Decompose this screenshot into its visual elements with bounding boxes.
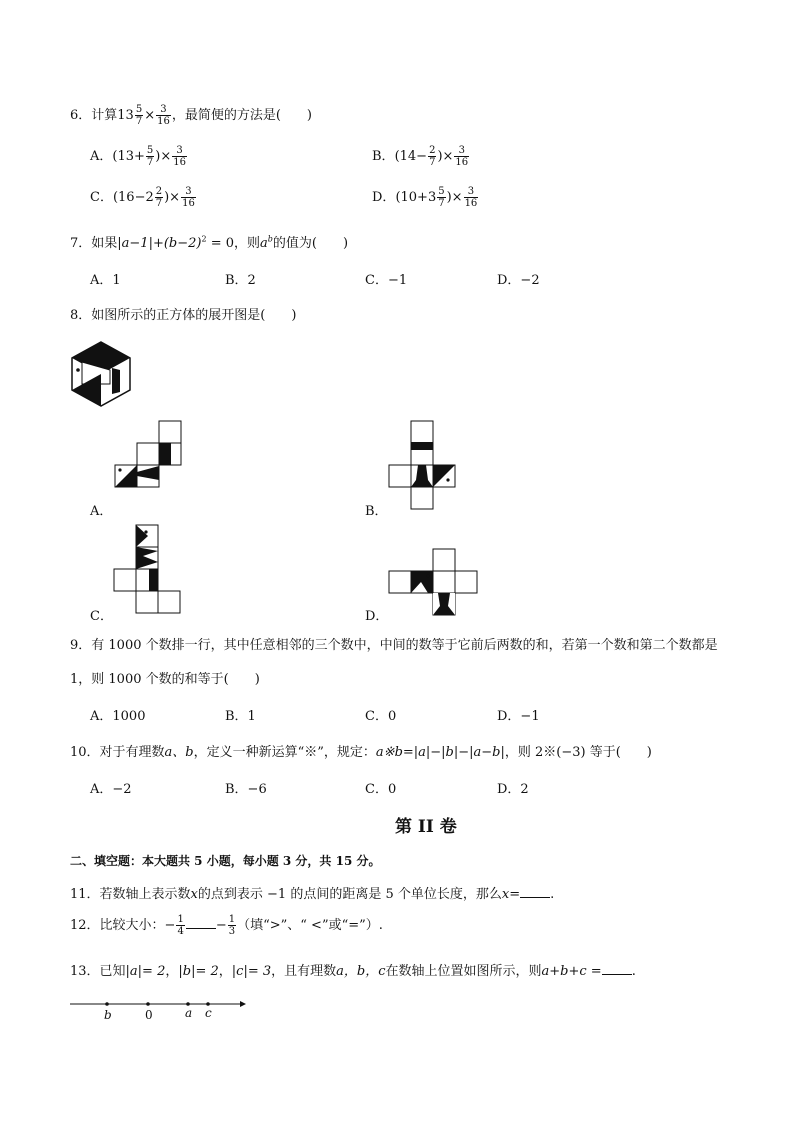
q8-stem: 8．如图所示的正方体的展开图是( )	[70, 308, 297, 323]
q7-stem: 7．如果$|a-1|+(b-2)^2 = 0$，则$a^b$的值为( )	[70, 234, 349, 251]
net-option-b	[388, 420, 458, 512]
net-option-a	[114, 420, 184, 490]
q9-option-c[interactable]: C．0	[365, 709, 397, 724]
q7-option-b[interactable]: B．2	[225, 273, 256, 288]
q10-option-c[interactable]: C．0	[365, 782, 397, 797]
q10-option-d[interactable]: D．2	[497, 782, 529, 797]
number-line	[70, 996, 250, 1026]
q10-stem: 10．对于有理数a、b，定义一种新运算“※”，规定：a※b=|a|−|b|−|a−b|，则 2※(−3) 等于( )	[70, 745, 652, 760]
q12-blank[interactable]	[186, 916, 216, 929]
net-option-d	[388, 548, 480, 618]
section-note: 二、填空题：本大题共 5 小题，每小题 3 分，共 15 分。	[70, 854, 381, 868]
q9-option-d[interactable]: D．−1	[497, 709, 540, 724]
q6-option-d[interactable]: D．(10+3 $\frac{5}{7}$ )× $\frac{3}{16}$	[372, 186, 478, 209]
q10-option-b[interactable]: B．−6	[225, 782, 267, 797]
q9-stem-line2: 1，则 1000 个数的和等于( )	[70, 672, 260, 687]
q7-option-a[interactable]: A．1	[90, 273, 121, 288]
axis-label-zero: 0	[145, 1008, 153, 1022]
q10-option-a[interactable]: A．−2	[90, 782, 132, 797]
q6-option-a[interactable]: A．(13+ $\frac{5}{7}$ )× $\frac{3}{16}$	[90, 145, 186, 168]
q7-option-c[interactable]: C．−1	[365, 273, 408, 288]
q9-stem-line1: 9．有 1000 个数排一行，其中任意相邻的三个数中，中间的数等于它前后两数的和，若第一个数和第二个数都是	[70, 638, 718, 653]
axis-label-c: c	[205, 1006, 212, 1020]
q8-label-b[interactable]: B．	[365, 504, 388, 519]
q9-option-a[interactable]: A．1000	[90, 709, 146, 724]
q6-stem: 6．计算13 $\frac{5}{7}$ × $\frac{3}{16}$ ，最简便的方法是( )	[70, 104, 312, 127]
q11-blank[interactable]	[520, 885, 550, 898]
section-title: 第 II 卷	[395, 817, 457, 837]
axis-label-b: b	[104, 1008, 112, 1022]
q8-label-a[interactable]: A．	[90, 504, 113, 519]
q9-option-b[interactable]: B．1	[225, 709, 256, 724]
q8-label-d[interactable]: D．	[365, 609, 389, 624]
cube-figure	[70, 340, 132, 408]
q6-option-c[interactable]: C．(16−2 $\frac{2}{7}$ )× $\frac{3}{16}$	[90, 186, 195, 209]
q6-option-b[interactable]: B．(14− $\frac{2}{7}$ )× $\frac{3}{16}$	[372, 145, 469, 168]
axis-label-a: a	[185, 1006, 193, 1020]
q6-frac: $\frac{5}{7}$	[135, 104, 143, 127]
q12-stem: 12．比较大小：− $\frac{1}{4}$ − $\frac{1}{3}$ （填“>”、“ <”或“=”）.	[70, 914, 383, 937]
q8-label-c[interactable]: C．	[90, 609, 113, 624]
q6-frac2: $\frac{3}{16}$	[157, 104, 170, 127]
q13-blank[interactable]	[602, 962, 632, 975]
q7-option-d[interactable]: D．−2	[497, 273, 540, 288]
q11-stem: 11．若数轴上表示数x的点到表示 −1 的点间的距离是 5 个单位长度，那么x= .	[70, 887, 555, 902]
net-option-c	[113, 524, 183, 616]
q13-stem: 13．已知|a|= 2，|b|= 2，|c|= 3，且有理数a，b，c在数轴上位置如图所示，则a+b+c = .	[70, 964, 636, 979]
